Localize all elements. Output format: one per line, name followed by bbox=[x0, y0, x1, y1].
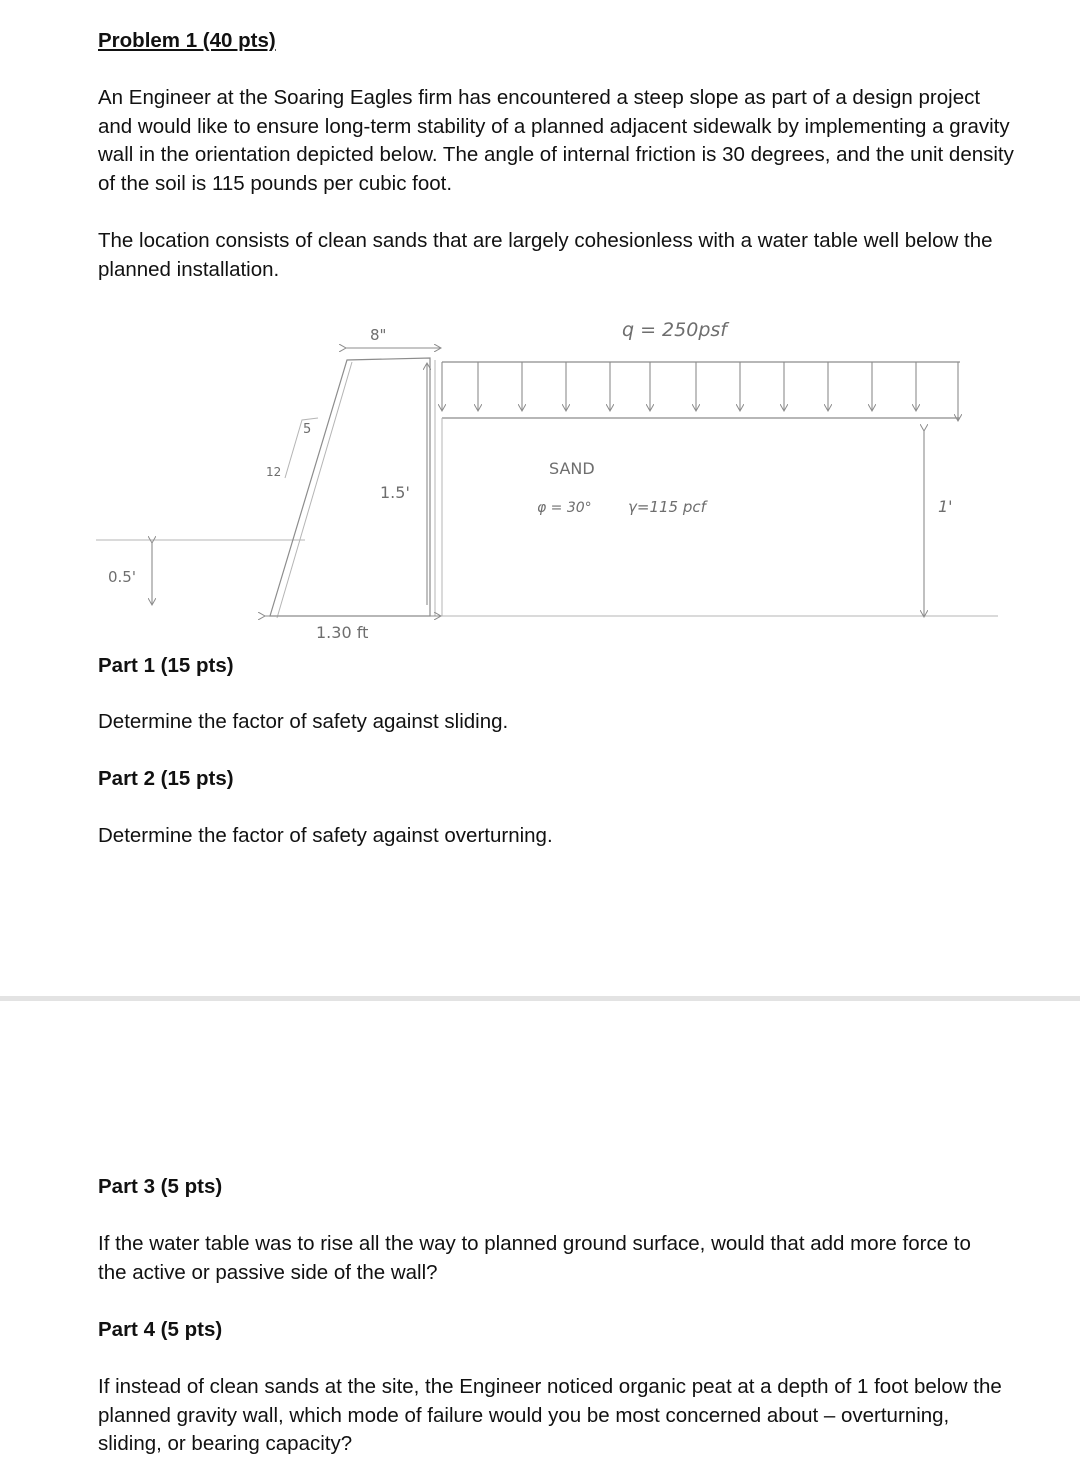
surcharge-label: q = 250psf bbox=[622, 319, 727, 341]
embedment-label: 0.5' bbox=[108, 568, 136, 586]
part-2-heading: Part 2 (15 pts) bbox=[98, 767, 234, 790]
part-2-text: Determine the factor of safety against overturning. bbox=[98, 824, 553, 847]
slope-run-label: 5 bbox=[303, 422, 312, 437]
part-4-heading: Part 4 (5 pts) bbox=[98, 1318, 223, 1341]
part-3-heading: Part 3 (5 pts) bbox=[98, 1175, 223, 1198]
part-4-text: If instead of clean sands at the site, the Engineer noticed organic peat at a depth of 1 foot below the planned gravity wall, which mode of failure would you be most concerned about – overturning, sliding, or bearing capacity? bbox=[98, 1375, 1002, 1456]
problem-intro: An Engineer at the Soaring Eagles firm has encountered a steep slope as part of a design project and would like to ensure long-term stability of a planned adjacent sidewalk by implementing a gravity wall in the orientation depicted below. The angle of internal friction is 30 degrees, and the unit density of the soil is 115 pounds per cubic foot. bbox=[98, 86, 1014, 195]
wall-height-label: 1.5' bbox=[380, 483, 410, 502]
unit-weight-label: γ=115 pcf bbox=[628, 498, 706, 516]
problem-location: The location consists of clean sands that are largely cohesionless with a water table well below the planned installation. bbox=[98, 229, 993, 281]
problem-title: Problem 1 (40 pts) bbox=[98, 29, 276, 52]
right-depth-label: 1' bbox=[938, 497, 953, 516]
slope-rise-label: 12 bbox=[266, 465, 282, 479]
part-1-heading: Part 1 (15 pts) bbox=[98, 654, 234, 677]
page-separator bbox=[0, 996, 1080, 1001]
part-1-text: Determine the factor of safety against sliding. bbox=[98, 710, 509, 733]
friction-angle-label: φ = 30° bbox=[537, 500, 592, 516]
part-3-text: If the water table was to rise all the way to planned ground surface, would that add more force to the active or passive side of the wall? bbox=[98, 1232, 971, 1284]
top-width-label: 8" bbox=[370, 326, 387, 344]
wall-face-edge bbox=[277, 362, 352, 618]
surcharge-arrows bbox=[442, 362, 958, 420]
base-width-label: 1.30 ft bbox=[316, 623, 369, 642]
gravity-wall-diagram bbox=[90, 300, 1000, 652]
slope-triangle bbox=[285, 418, 318, 478]
soil-type-label: SAND bbox=[549, 459, 595, 478]
